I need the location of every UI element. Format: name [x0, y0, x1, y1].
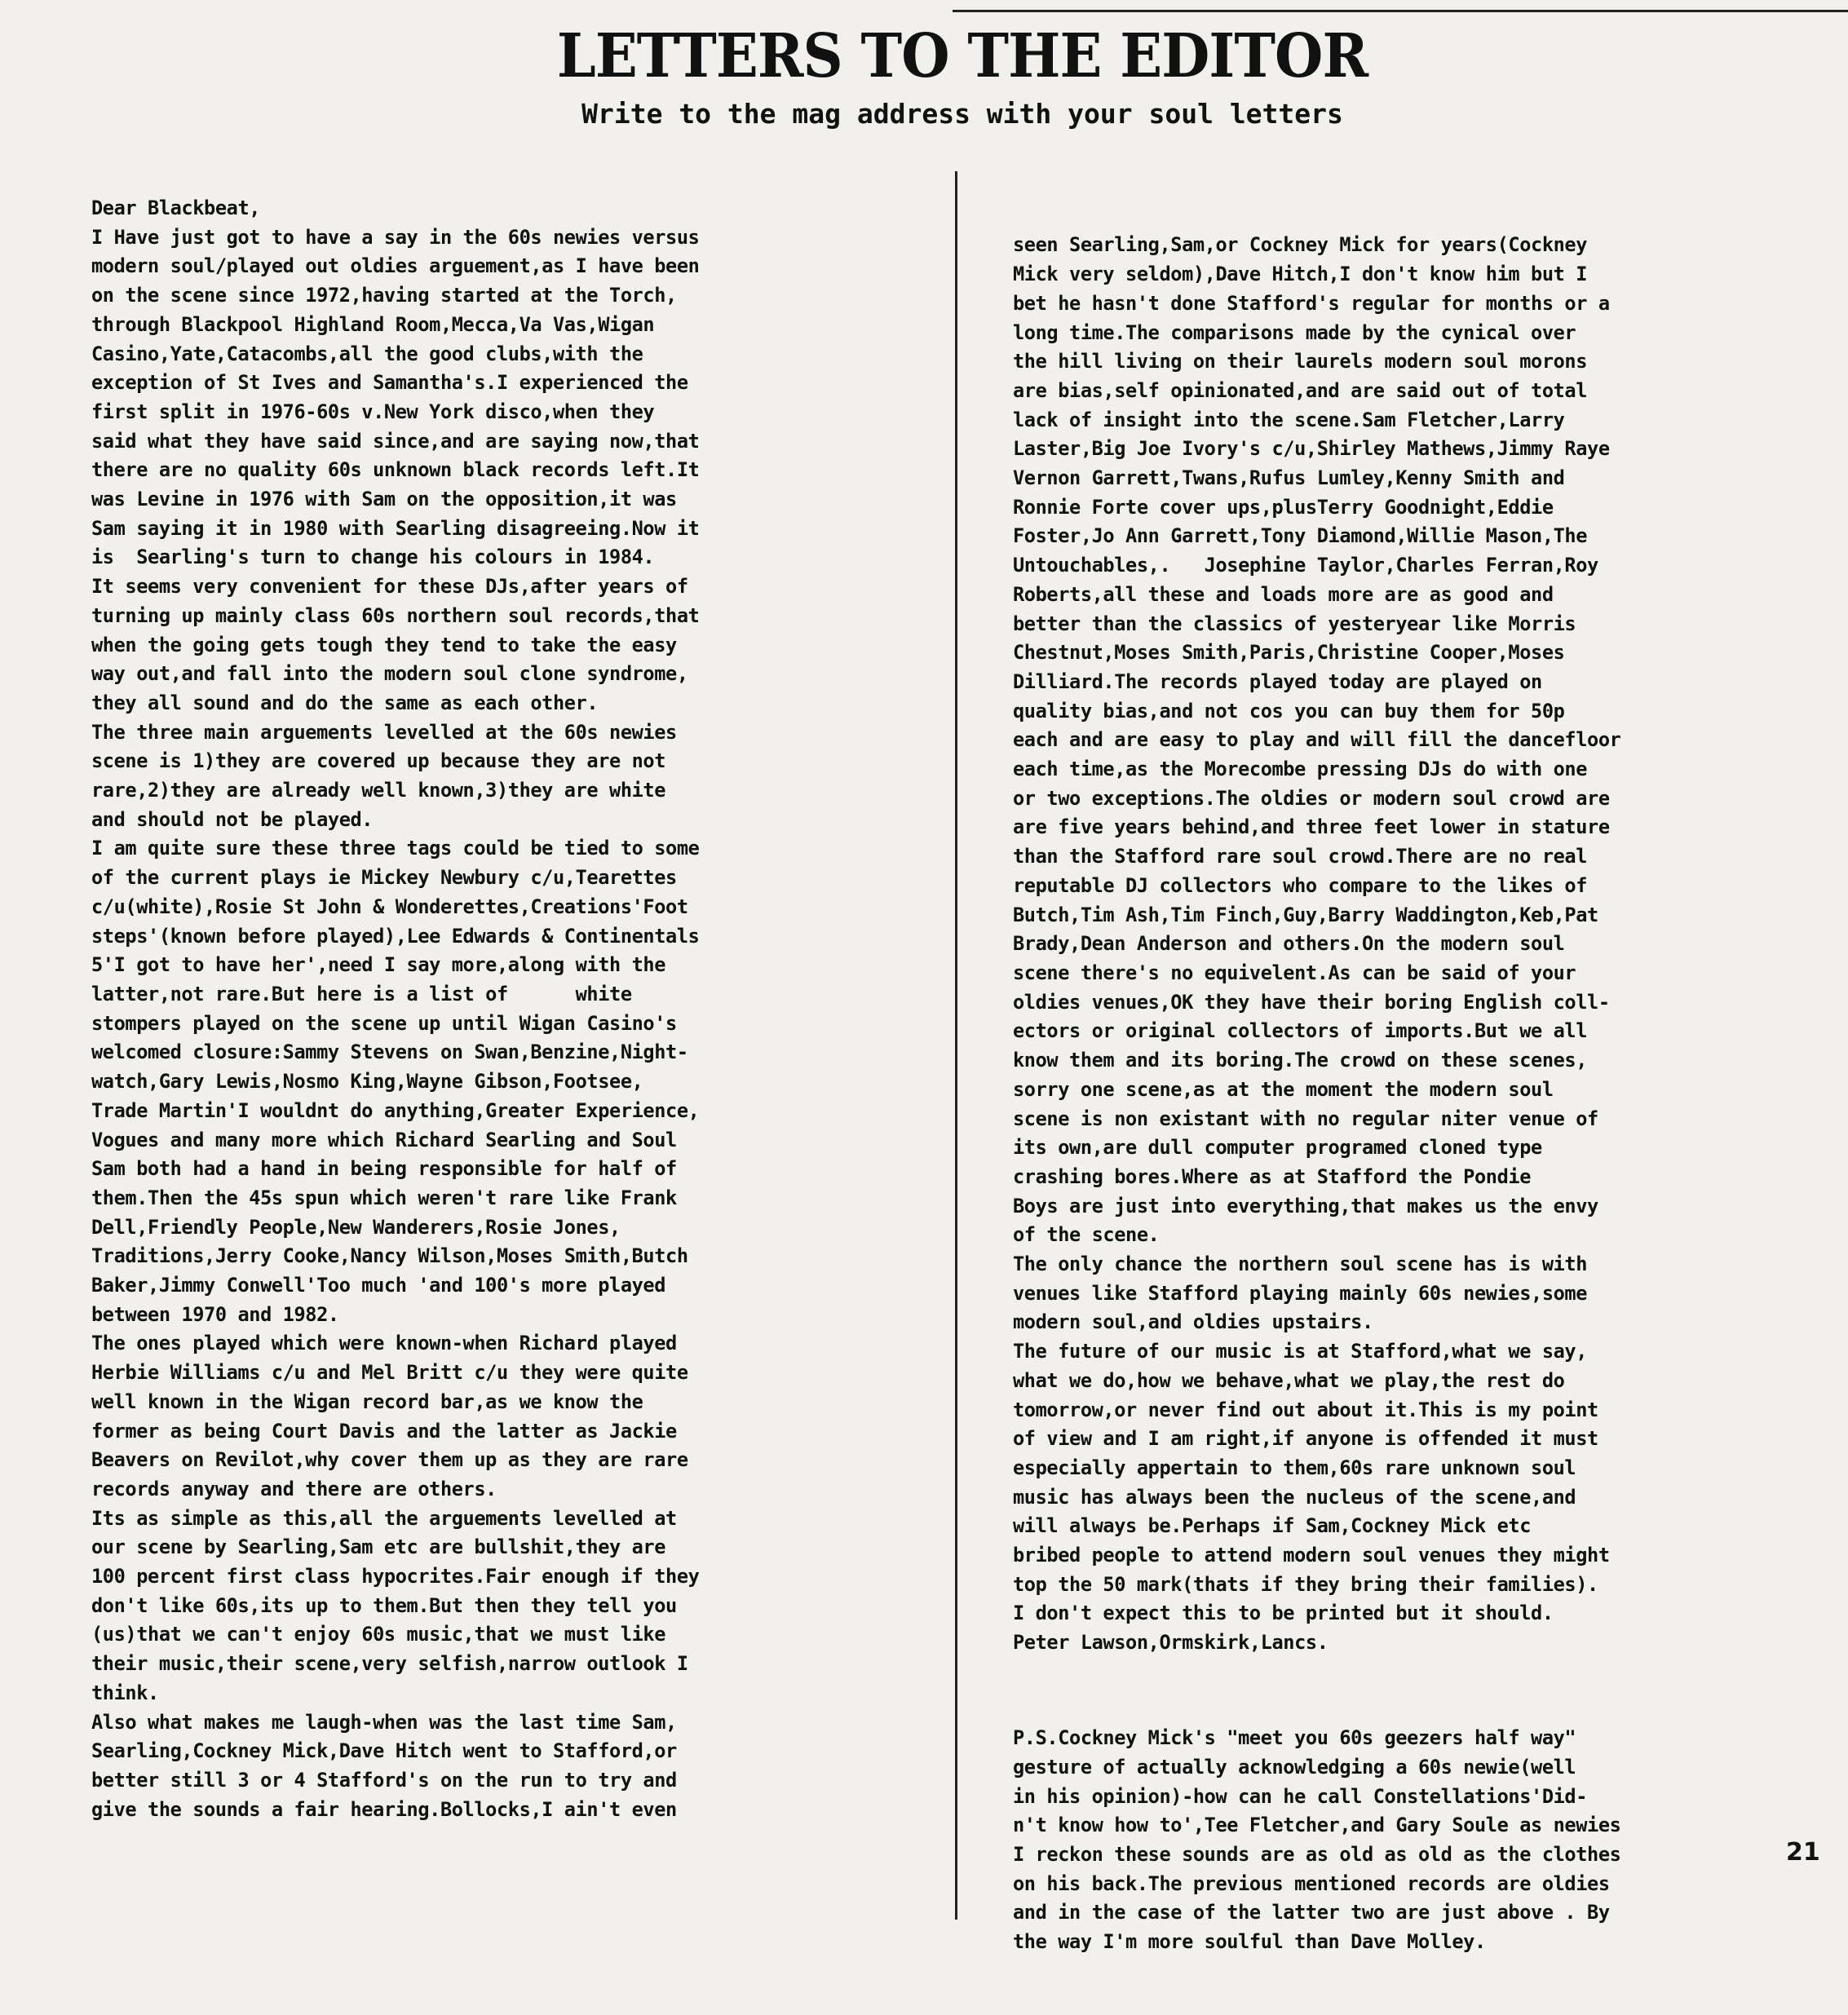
text-line: c/u(white),Rosie St John & Wonderettes,Creations'Foot [91, 895, 688, 918]
text-line: exception of St Ives and Samantha's.I experienced the [91, 371, 688, 395]
text-line: The future of our music is at Stafford,what we say, [1013, 1340, 1588, 1363]
text-line: Foster,Jo Ann Garrett,Tony Diamond,Willie Mason,The [1013, 524, 1588, 548]
text-line: know them and its boring.The crowd on these scenes, [1013, 1049, 1588, 1072]
text-line: Dilliard.The records played today are played on [1013, 669, 1542, 693]
text-line: their music,their scene,very selfish,narrow outlook I [91, 1652, 688, 1676]
text-line: welcomed closure:Sammy Stevens on Swan,Benzine,Night- [91, 1041, 688, 1064]
text-line: Roberts,all these and loads more are as good and [1013, 582, 1554, 606]
text-line: Trade Martin'I wouldnt do anything,Greater Experience, [91, 1098, 700, 1122]
text-line: the hill living on their laurels modern soul morons [1013, 350, 1588, 373]
text-line: said what they have said since,and are saying now,that [91, 429, 700, 453]
text-line: The only chance the northern soul scene has is with [1013, 1253, 1588, 1276]
text-line: scene there's no equivelent.As can be said of your [1013, 961, 1576, 984]
text-line: music has always been the nucleus of the scene,and [1013, 1485, 1576, 1509]
text-line: seen Searling,Sam,or Cockney Mick for years(Cockney [1013, 233, 1588, 257]
text-line: I Have just got to have a say in the 60s newies versus [91, 225, 700, 249]
text-line: Dell,Friendly People,New Wanderers,Rosie Jones, [91, 1215, 621, 1239]
text-line: Dear Blackbeat, [91, 197, 261, 219]
text-line: oldies venues,OK they have their boring English coll- [1013, 990, 1610, 1014]
text-line: (us)that we can't enjoy 60s music,that we must like [91, 1623, 666, 1646]
text-line: better than the classics of yesteryear like Morris [1013, 612, 1576, 635]
text-line: are bias,self opinionated,and are said out of total [1013, 378, 1588, 402]
text-line: modern soul,and oldies upstairs. [1013, 1310, 1373, 1334]
text-line: latter,not rare.But here is a list of white [91, 982, 632, 1005]
text-line: Butch,Tim Ash,Tim Finch,Guy,Barry Waddington,Keb,Pat [1013, 903, 1598, 926]
text-line: and in the case of the latter two are just above . By [1013, 1901, 1610, 1924]
text-line: reputable DJ collectors who compare to the likes of [1013, 873, 1588, 897]
text-line: than the Stafford rare soul crowd.There are no real [1013, 845, 1588, 868]
text-line: lack of insight into the scene.Sam Fletcher,Larry [1013, 408, 1565, 431]
text-line: n't know how to',Tee Fletcher,and Gary Soule as newies [1013, 1814, 1621, 1837]
text-line: top the 50 mark(thats if they bring their families). [1013, 1572, 1598, 1596]
text-line: Traditions,Jerry Cooke,Nancy Wilson,Moses Smith,Butch [91, 1244, 688, 1268]
text-line: is Searling's turn to change his colours in 1984. [91, 546, 655, 569]
text-line: of the current plays ie Mickey Newbury c/u,Tearettes [91, 866, 677, 890]
text-line: bet he hasn't done Stafford's regular for months or a [1013, 291, 1610, 315]
text-line: Herbie Williams c/u and Mel Britt c/u they were quite [91, 1361, 688, 1385]
text-line: of view and I am right,if anyone is offended it must [1013, 1427, 1598, 1451]
text-line: rare,2)they are already well known,3)they are white [91, 779, 666, 802]
text-line: stompers played on the scene up until Wigan Casino's [91, 1011, 677, 1035]
text-line: there are no quality 60s unknown black records left.It [91, 458, 700, 482]
text-line: and should not be played. [91, 807, 374, 831]
text-line: scene is 1)they are covered up because they are not [91, 749, 666, 773]
letter-right-column [1013, 173, 1837, 2015]
text-line: on the scene since 1972,having started at the Torch, [91, 284, 677, 307]
text-line: 5'I got to have her',need I say more,along with the [91, 953, 666, 977]
page-number: 21 [1786, 1838, 1820, 1867]
text-line: Ronnie Forte cover ups,plusTerry Goodnight,Eddie [1013, 495, 1554, 519]
text-line: sorry one scene,as at the moment the modern soul [1013, 1077, 1554, 1101]
text-line: give the sounds a fair hearing.Bollocks,I ain't even [91, 1797, 677, 1821]
text-line: way out,and fall into the modern soul clone syndrome, [91, 662, 688, 686]
text-line: turning up mainly class 60s northern soul records,that [91, 603, 700, 627]
page-header [457, 20, 1468, 132]
text-line: better still 3 or 4 Stafford's on the run to try and [91, 1768, 677, 1792]
text-line: the way I'm more soulful than Dave Molley. [1013, 1930, 1486, 1954]
text-line: ectors or original collectors of imports.But we all [1013, 1019, 1588, 1043]
text-line: through Blackpool Highland Room,Mecca,Va Vas,Wigan [91, 312, 655, 336]
text-line: former as being Court Davis and the latter as Jackie [91, 1419, 677, 1443]
text-line: its own,are dull computer programed cloned type [1013, 1136, 1542, 1160]
text-line: was Levine in 1976 with Sam on the opposition,it was [91, 488, 677, 511]
letter-right-body [1013, 231, 1837, 1657]
text-line: what we do,how we behave,what we play,the rest do [1013, 1368, 1565, 1392]
text-line: venues like Stafford playing mainly 60s newies,some [1013, 1281, 1588, 1305]
page-subtitle: Write to the mag address with your soul letters [581, 98, 1343, 130]
text-line: our scene by Searling,Sam etc are bullshit,they are [91, 1536, 666, 1559]
text-line: quality bias,and not cos you can buy them for 50p [1013, 699, 1565, 722]
top-rule [953, 10, 1848, 12]
text-line: they all sound and do the same as each other. [91, 691, 599, 714]
text-line: Boys are just into everything,that makes us the envy [1013, 1194, 1598, 1217]
text-line: watch,Gary Lewis,Nosmo King,Wayne Gibson,Footsee, [91, 1070, 643, 1094]
text-line: them.Then the 45s spun which weren't rare like Frank [91, 1186, 677, 1209]
text-line: first split in 1976-60s v.New York disco,when they [91, 400, 655, 423]
text-line: between 1970 and 1982. [91, 1302, 339, 1326]
text-line: Laster,Big Joe Ivory's c/u,Shirley Mathews,Jimmy Raye [1013, 437, 1610, 461]
text-line: Vernon Garrett,Twans,Rufus Lumley,Kenny Smith and [1013, 466, 1565, 490]
text-line: records anyway and there are others. [91, 1477, 497, 1500]
text-line: crashing bores.Where as at Stafford the Pondie [1013, 1164, 1532, 1188]
text-line: long time.The comparisons made by the cynical over [1013, 320, 1576, 344]
text-line: Chestnut,Moses Smith,Paris,Christine Cooper,Moses [1013, 641, 1565, 665]
text-line: are five years behind,and three feet lower in stature [1013, 815, 1610, 839]
text-line: in his opinion)-how can he call Constellations'Did- [1013, 1784, 1588, 1808]
text-line: or two exceptions.The oldies or modern soul crowd are [1013, 786, 1610, 810]
text-line: I am quite sure these three tags could be tied to some [91, 837, 700, 860]
text-line: each time,as the Morecombe pressing DJs do with one [1013, 758, 1588, 781]
text-line: scene is non existant with no regular niter venue of [1013, 1107, 1598, 1130]
text-line: The three main arguements levelled at the 60s newies [91, 720, 677, 744]
text-line: steps'(known before played),Lee Edwards & Continentals [91, 924, 700, 948]
text-line: Casino,Yate,Catacombs,all the good clubs,with the [91, 342, 643, 365]
text-line: when the going gets tough they tend to take the easy [91, 633, 677, 656]
text-line: gesture of actually acknowledging a 60s newie(well [1013, 1755, 1576, 1779]
text-line: I don't expect this to be printed but it should. [1013, 1602, 1554, 1625]
text-line: tomorrow,or never find out about it.This is my point [1013, 1398, 1598, 1421]
text-line: Peter Lawson,Ormskirk,Lancs. [1013, 1631, 1329, 1655]
text-line: Sam saying it in 1980 with Searling disagreeing.Now it [91, 516, 700, 540]
text-line: Vogues and many more which Richard Searling and Soul [91, 1128, 677, 1151]
text-line: bribed people to attend modern soul venues they might [1013, 1544, 1610, 1567]
letter-left-column [91, 194, 931, 1824]
text-line: will always be.Perhaps if Sam,Cockney Mick etc [1013, 1514, 1532, 1538]
text-line: 100 percent first class hypocrites.Fair enough if they [91, 1565, 700, 1589]
text-line: modern soul/played out oldies arguement,as I have been [91, 254, 700, 278]
text-line: Searling,Cockney Mick,Dave Hitch went to Stafford,or [91, 1739, 677, 1763]
text-line: especially appertain to them,60s rare unknown soul [1013, 1456, 1576, 1479]
letter-postscript [1013, 1724, 1837, 1957]
text-line: Beavers on Revilot,why cover them up as they are rare [91, 1448, 688, 1472]
text-line: well known in the Wigan record bar,as we know the [91, 1390, 643, 1413]
text-line: think. [91, 1681, 159, 1704]
text-line: I reckon these sounds are as old as old as the clothes [1013, 1843, 1621, 1867]
text-line: each and are easy to play and will fill the dancefloor [1013, 728, 1621, 752]
column-divider [955, 171, 957, 1920]
text-line: Mick very seldom),Dave Hitch,I don't know him but I [1013, 263, 1588, 286]
text-line: Untouchables,. Josephine Taylor,Charles Ferran,Roy [1013, 554, 1598, 577]
text-line: P.S.Cockney Mick's "meet you 60s geezers half way" [1013, 1726, 1576, 1750]
text-line: The ones played which were known-when Richard played [91, 1332, 677, 1355]
text-line: Its as simple as this,all the arguements levelled at [91, 1506, 677, 1530]
text-line: of the scene. [1013, 1223, 1160, 1247]
text-line: on his back.The previous mentioned records are oldies [1013, 1871, 1610, 1895]
text-line: It seems very convenient for these DJs,after years of [91, 575, 688, 599]
text-line: Brady,Dean Anderson and others.On the modern soul [1013, 932, 1565, 956]
text-line: don't like 60s,its up to them.But then they tell you [91, 1593, 677, 1617]
text-line: Also what makes me laugh-when was the last time Sam, [91, 1710, 677, 1734]
page-title: LETTERS TO THE EDITOR [556, 21, 1368, 91]
text-line: Baker,Jimmy Conwell'Too much 'and 100's more played [91, 1274, 666, 1297]
text-line: Sam both had a hand in being responsible for half of [91, 1157, 677, 1181]
